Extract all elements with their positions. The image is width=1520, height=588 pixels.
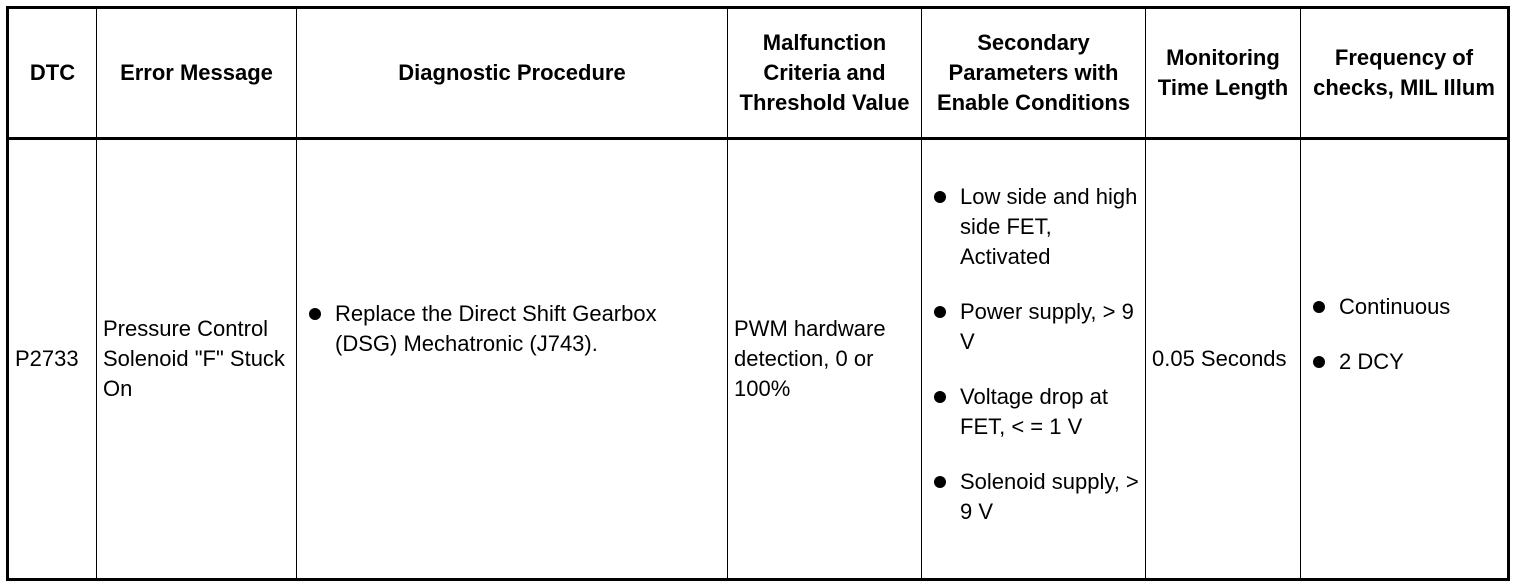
frequency-item bbox=[1307, 292, 1501, 322]
frequency-item-text: Continuous bbox=[1339, 293, 1451, 319]
header-malfunction-criteria: Malfunction Criteria and Threshold Value bbox=[728, 8, 922, 139]
cell-monitoring-time: 0.05 Seconds bbox=[1146, 139, 1301, 580]
header-dtc: DTC bbox=[8, 8, 97, 139]
secondary-parameter-item-text: Power supply, > 9 V bbox=[960, 298, 1134, 354]
procedure-item-text: Replace the Direct Shift Gearbox (DSG) Mechatronic (J743). bbox=[335, 301, 657, 356]
table-row bbox=[8, 139, 1509, 580]
secondary-parameter-item-text: Voltage drop at FET, < = 1 V bbox=[960, 383, 1109, 439]
cell-secondary-parameters bbox=[922, 139, 1146, 580]
cell-frequency bbox=[1301, 139, 1509, 580]
secondary-parameter-item bbox=[928, 382, 1139, 442]
dtc-table bbox=[6, 6, 1510, 581]
cell-dtc: P2733 bbox=[8, 139, 97, 580]
secondary-parameter-item bbox=[928, 297, 1139, 357]
header-secondary-parameters: Secondary Parameters with Enable Conditions bbox=[922, 8, 1146, 139]
bullet-icon bbox=[934, 191, 946, 203]
header-frequency: Frequency of checks, MIL Illum bbox=[1301, 8, 1509, 139]
bullet-icon bbox=[934, 476, 946, 488]
bullet-icon bbox=[934, 391, 946, 403]
secondary-parameter-item bbox=[928, 467, 1139, 527]
bullet-icon bbox=[934, 306, 946, 318]
cell-malfunction-criteria: PWM hardware detection, 0 or 100% bbox=[728, 139, 922, 580]
procedure-list bbox=[303, 299, 721, 359]
cell-error-message: Pressure Control Solenoid "F" Stuck On bbox=[97, 139, 297, 580]
header-row bbox=[8, 8, 1509, 139]
bullet-icon bbox=[309, 308, 321, 320]
header-monitoring-time: Monitoring Time Length bbox=[1146, 8, 1301, 139]
header-diagnostic-procedure: Diagnostic Procedure bbox=[297, 8, 728, 139]
cell-diagnostic-procedure bbox=[297, 139, 728, 580]
procedure-item bbox=[303, 299, 721, 359]
secondary-parameters-list bbox=[928, 182, 1139, 527]
secondary-parameter-item-text: Low side and high side FET, Activated bbox=[960, 183, 1138, 269]
secondary-parameter-item-text: Solenoid supply, > 9 V bbox=[960, 468, 1139, 524]
frequency-item bbox=[1307, 347, 1501, 377]
secondary-parameter-item bbox=[928, 182, 1139, 272]
dtc-table-container bbox=[6, 6, 1507, 581]
bullet-icon bbox=[1313, 356, 1325, 368]
header-error-message: Error Message bbox=[97, 8, 297, 139]
frequency-item-text: 2 DCY bbox=[1339, 348, 1404, 374]
bullet-icon bbox=[1313, 301, 1325, 313]
frequency-list bbox=[1307, 292, 1501, 377]
